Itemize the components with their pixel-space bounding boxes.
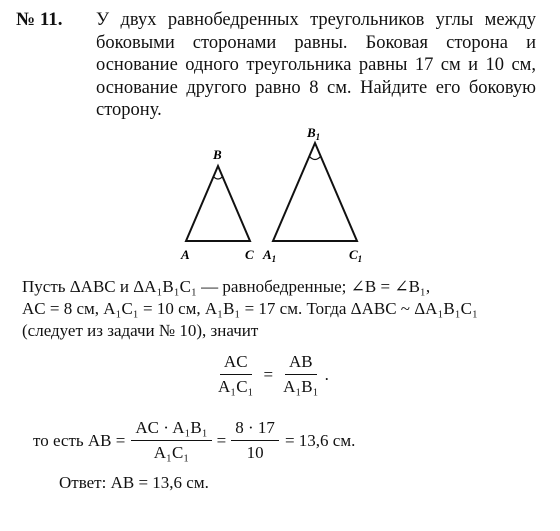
solution-line-2: AC = 8 см, A₁C₁ = 10 см, A₁B₁ = 17 см. Тогда ΔABC ~ ΔA₁B₁C₁ (22, 299, 478, 318)
label-c: C (245, 247, 254, 262)
fraction-numerator: AC · A₁B₁ (131, 418, 211, 441)
triangle-a1b1c1 (273, 143, 357, 241)
fraction-numerator: 8 · 17 (231, 418, 279, 441)
label-b1: $B_1$ (307, 125, 321, 142)
triangles-figure (150, 118, 530, 268)
equals-sign: = (263, 364, 274, 384)
fraction-numerator: AB (285, 352, 317, 375)
fraction-numeric (231, 418, 279, 463)
calculation-equation (33, 418, 355, 463)
label-a: A (181, 247, 190, 262)
ratio-period: . (324, 364, 329, 384)
fraction-numerator: AC (220, 352, 252, 375)
answer-line: Ответ: AB = 13,6 см. (59, 473, 209, 492)
fraction-ab-a1b1 (279, 352, 322, 397)
fraction-denominator: 10 (246, 443, 264, 462)
solution-line-1: Пусть ΔABC и ΔA₁B₁C₁ — равнобедренные; ∠B = ∠B₁, (22, 277, 431, 296)
fraction-product (131, 418, 211, 463)
label-b: B (213, 147, 222, 162)
problem-number: № 11. (16, 9, 63, 30)
calc-prefix: то есть AB = (33, 430, 126, 450)
fraction-ac-a1c1 (214, 352, 257, 397)
equals-sign: = (216, 430, 227, 450)
calc-result: = 13,6 см. (284, 430, 356, 450)
label-a1: $A_1$ (263, 247, 277, 264)
problem-text: У двух равнобедренных треугольников углы между боковыми сторонами равны. Боковая сторона и основание одного треугольника равны 17 см и 10 см, основание другого равно 8 см. Найдите его боковую сторону. (96, 10, 536, 120)
fraction-denominator: A₁C₁ (153, 443, 190, 462)
ratio-equation (212, 352, 329, 397)
angle-b1-arc (309, 156, 321, 160)
triangle-abc (186, 166, 250, 241)
solution-line-3: (следует из задачи № 10), значит (22, 321, 259, 340)
fraction-denominator: A₁B₁ (283, 377, 319, 396)
fraction-denominator: A₁C₁ (218, 377, 254, 396)
label-c1: $C_1$ (349, 247, 363, 264)
